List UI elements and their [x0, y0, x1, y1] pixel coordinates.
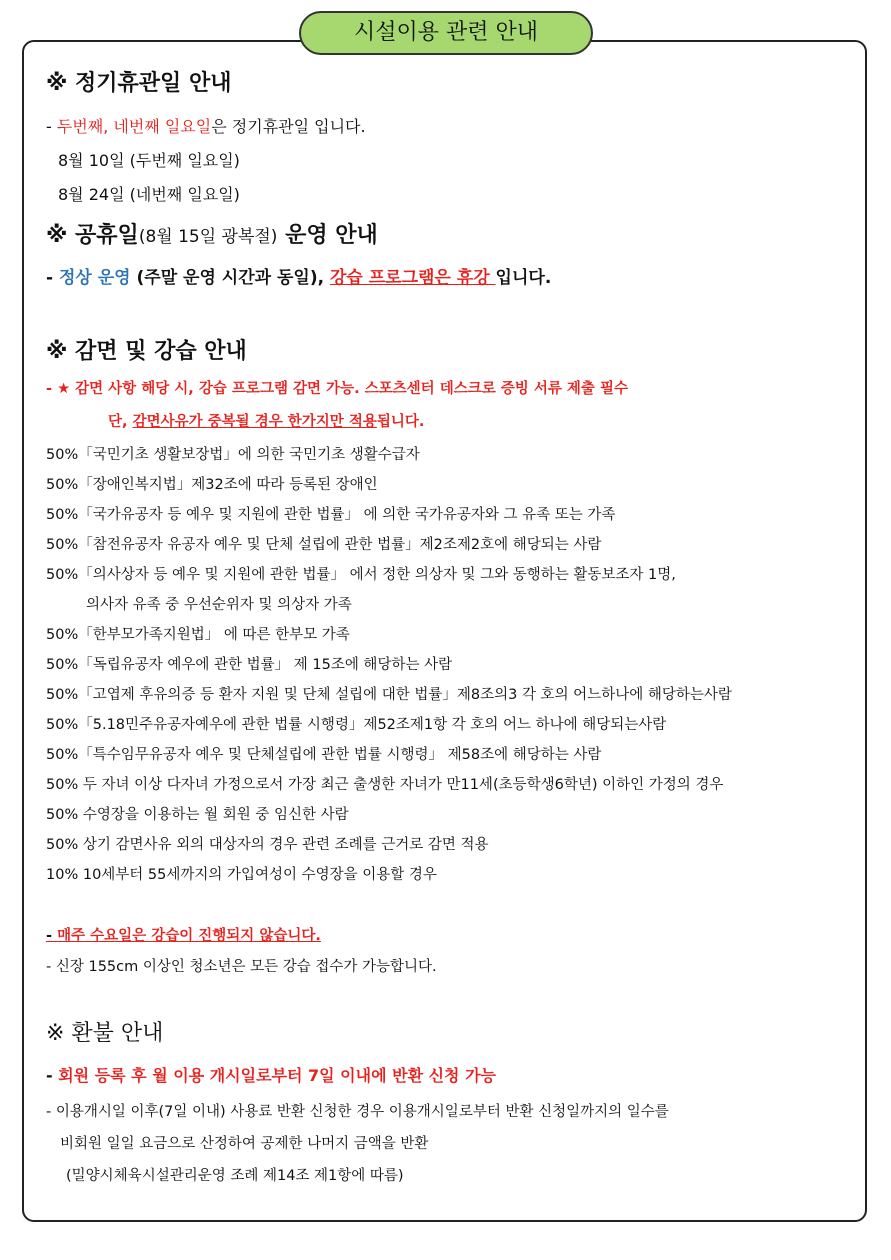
discount-item: 50% 두 자녀 이상 다자녀 가정으로서 가장 최근 출생한 자녀가 만11세(초등학생6학년) 이하인 가정의 경우 [46, 777, 724, 793]
discount-item: 50%「고엽제 후유의증 등 환자 지원 및 단체 설립에 대한 법률」제8조의3 각 호의 어느하나에 해당하는사람 [46, 687, 732, 703]
closure-date-2: 8월 24일 (네번째 일요일) [58, 185, 240, 204]
refund-line-1 [46, 1063, 496, 1086]
discount-item: 10% 10세부터 55세까지의 가입여성이 수영장을 이용할 경우 [46, 867, 437, 883]
wednesday-notice [46, 924, 321, 945]
holiday-mid: (주말 운영 시간과 동일), [130, 268, 330, 288]
discount-item: 50%「국민기초 생활보장법」에 의한 국민기초 생활수급자 [46, 447, 420, 463]
refund-window: 회원 등록 후 월 이용 개시일로부터 7일 이내에 반환 신청 가능 [58, 1066, 496, 1085]
wed-prefix: - [46, 928, 58, 944]
discount-item: 50%「5.18민주유공자예우에 관한 법률 시행령」제52조제1항 각 호의 어느 하나에 해당되는사람 [46, 717, 667, 733]
holiday-heading-a: ※ 공휴일 [46, 223, 139, 248]
closure-text: 은 정기휴관일 입니다. [211, 117, 366, 136]
closure-date-1: 8월 10일 (두번째 일요일) [58, 151, 240, 170]
notice2-a: 단, [108, 414, 133, 430]
discount-item-continued: 의사자 유족 중 우선순위자 및 의상자 가족 [86, 597, 352, 613]
section-heading-closure: ※ 정기휴관일 안내 [46, 71, 232, 96]
holiday-line [46, 263, 551, 288]
discount-item: 50% 수영장을 이용하는 월 회원 중 임신한 사람 [46, 807, 349, 823]
notice2-underlined: 감면사유가 중복될 경우 한가지만 적용 [132, 414, 377, 430]
page-title: 시설이용 관련 안내 [299, 11, 593, 55]
height-notice: - 신장 155cm 이상인 청소년은 모든 강습 접수가 가능합니다. [46, 959, 437, 975]
discount-item: 50%「참전유공자 유공자 예우 및 단체 설립에 관한 법률」제2조제2호에 해당되는 사람 [46, 537, 602, 553]
discount-item: 50%「장애인복지법」제32조에 따라 등록된 장애인 [46, 477, 378, 493]
refund-line-4: (밀양시체육시설관리운영 조례 제14조 제1항에 따름) [66, 1168, 404, 1184]
section-heading-refund: ※ 환불 안내 [46, 1021, 164, 1046]
holiday-end: 입니다. [495, 268, 552, 288]
refund-line-2: - 이용개시일 이후(7일 이내) 사용료 반환 신청한 경우 이용개시일로부터 반환 신청일까지의 일수를 [46, 1104, 669, 1120]
holiday-class-cancel: 강습 프로그램은 휴강 [329, 268, 496, 288]
discount-notice-1: - ★ 감면 사항 해당 시, 강습 프로그램 감면 가능. 스포츠센터 데스크로 증빙 서류 제출 필수 [46, 381, 628, 397]
refund-prefix: - [46, 1066, 59, 1085]
discount-item: 50%「특수임무유공자 예우 및 단체설립에 관한 법률 시행령」 제58조에 해당하는 사람 [46, 747, 602, 763]
holiday-heading-date: (8월 15일 광복절) [138, 227, 278, 247]
section-heading-discount: ※ 감면 및 강습 안내 [46, 339, 247, 364]
discount-item: 50%「한부모가족지원법」 에 따른 한부모 가족 [46, 627, 350, 643]
holiday-normal-ops: 정상 운영 [58, 268, 131, 288]
holiday-prefix: - [46, 268, 59, 288]
discount-notice-2 [108, 410, 424, 431]
discount-item: 50%「독립유공자 예우에 관한 법률」 제 15조에 해당하는 사람 [46, 657, 453, 673]
refund-line-3: 비회원 일일 요금으로 산정하여 공제한 나머지 금액을 반환 [60, 1136, 429, 1152]
notice2-b: 됩니다. [376, 414, 425, 430]
discount-item: 50%「국가유공자 등 예우 및 지원에 관한 법률」 에 의한 국가유공자와 그 유족 또는 가족 [46, 507, 616, 523]
closure-days: 두번째, 네번째 일요일 [56, 117, 212, 136]
closure-prefix: - [46, 117, 57, 136]
holiday-heading-b: 운영 안내 [277, 223, 378, 248]
discount-item: 50% 상기 감면사유 외의 대상자의 경우 관련 조례를 근거로 감면 적용 [46, 837, 489, 853]
section-heading-holiday [46, 218, 378, 249]
wed-text: 매주 수요일은 강습이 진행되지 않습니다. [57, 928, 321, 944]
closure-line [46, 114, 366, 137]
discount-item: 50%「의사상자 등 예우 및 지원에 관한 법률」 에서 정한 의상자 및 그와 동행하는 활동보조자 1명, [46, 567, 676, 583]
